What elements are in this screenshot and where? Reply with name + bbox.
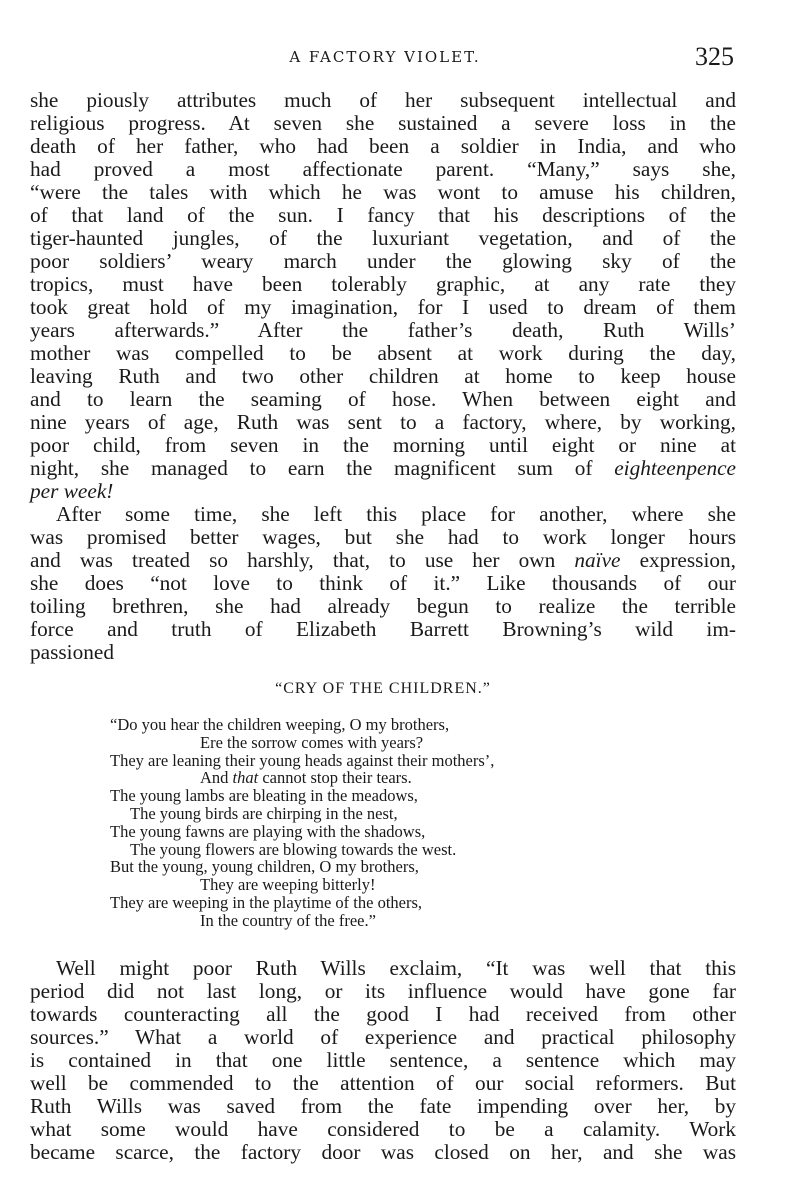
text-line: poor soldiers’ weary march under the glowing sky of the [30, 249, 736, 273]
poem-line: They are leaning their young heads against their mothers’, [110, 750, 495, 770]
text-line: mother was compelled to be absent at work during the day, [30, 341, 736, 365]
poem [110, 716, 670, 930]
text-line: tiger-haunted jungles, of the luxuriant vegetation, and of the [30, 226, 736, 250]
poem-line: The young flowers are blowing towards the west. [130, 839, 457, 859]
text-line: After some time, she left this place for another, where she [56, 502, 736, 526]
italic-text: per week! [30, 479, 114, 503]
text-span: And [200, 768, 229, 788]
text-line: took great hold of my imagination, for I used to dream of them [30, 295, 736, 319]
italic-text: eighteenpence [614, 456, 737, 480]
text-line: Ruth Wills was saved from the fate impending over her, by [30, 1094, 736, 1118]
text-line: she piously attributes much of her subsequent intellectual and [30, 88, 736, 112]
text-span: expression, [639, 548, 736, 572]
poem-line: The young lambs are bleating in the meadows, [110, 786, 418, 806]
text-line: leaving Ruth and two other children at home to keep house [30, 364, 736, 388]
poem-line [110, 769, 670, 787]
italic-text: that [232, 768, 259, 788]
paragraph-1 [30, 89, 736, 503]
text-line: became scarce, the factory door was closed on her, and she was [30, 1140, 736, 1164]
text-span: cannot stop their tears. [262, 768, 412, 788]
text-line: well be commended to the attention of our social reformers. But [30, 1071, 736, 1095]
paragraph-3 [30, 957, 736, 1164]
text-line: years afterwards.” After the father’s death, Ruth Wills’ [30, 318, 736, 342]
text-line: sources.” What a world of experience and practical philosophy [30, 1025, 736, 1049]
text-line: what some would have considered to be a calamity. Work [30, 1117, 736, 1141]
poem-line: They are weeping bitterly! [200, 875, 376, 895]
text-line: poor child, from seven in the morning until eight or nine at [30, 433, 736, 457]
running-title: A FACTORY VIOLET. [289, 48, 481, 66]
poem-line: The young fawns are playing with the shadows, [110, 821, 426, 841]
text-line [30, 457, 736, 480]
text-line: nine years of age, Ruth was sent to a factory, where, by working, [30, 410, 736, 434]
italic-text: naïve [574, 548, 621, 572]
poem-line: In the country of the free.” [200, 910, 376, 930]
text-line: had proved a most affectionate parent. “Many,” says she, [30, 157, 736, 181]
text-line [30, 549, 736, 572]
text-span: night, she managed to earn the magnificent sum of [30, 456, 593, 480]
poem-title: “CRY OF THE CHILDREN.” [275, 680, 491, 697]
text-line: tropics, must have been tolerably graphic, at any rate they [30, 272, 736, 296]
text-line: was promised better wages, but she had to work longer hours [30, 525, 736, 549]
poem-line: “Do you hear the children weeping, O my brothers, [110, 715, 450, 734]
text-line: toiling brethren, she had already begun to realize the terrible [30, 594, 736, 618]
text-line: is contained in that one little sentence, a sentence which may [30, 1048, 736, 1072]
text-line: she does “not love to think of it.” Like thousands of our [30, 571, 736, 595]
text-line: force and truth of Elizabeth Barrett Browning’s wild im- [30, 617, 736, 641]
poem-line: But the young, young children, O my brothers, [110, 857, 419, 877]
text-line: of that land of the sun. I fancy that his descriptions of the [30, 203, 736, 227]
text-line: “were the tales with which he was wont to amuse his children, [30, 180, 736, 204]
paragraph-2 [30, 503, 736, 664]
page-number: 325 [695, 42, 734, 71]
text-line: passioned [30, 640, 114, 664]
text-line: death of her father, who had been a soldier in India, and who [30, 134, 736, 158]
text-line: period did not last long, or its influence would have gone far [30, 979, 736, 1003]
text-line: religious progress. At seven she sustained a severe loss in the [30, 111, 736, 135]
poem-line: Ere the sorrow comes with years? [200, 732, 424, 752]
text-line [30, 480, 736, 503]
text-line: Well might poor Ruth Wills exclaim, “It was well that this [56, 956, 736, 980]
poem-line: The young birds are chirping in the nest, [130, 803, 398, 823]
page-header [30, 38, 740, 74]
text-span: and was treated so harshly, that, to use her own [30, 548, 556, 572]
poem-line: They are weeping in the playtime of the others, [110, 892, 423, 912]
text-line: towards counteracting all the good I had received from other [30, 1002, 736, 1026]
text-line: and to learn the seaming of hose. When between eight and [30, 387, 736, 411]
